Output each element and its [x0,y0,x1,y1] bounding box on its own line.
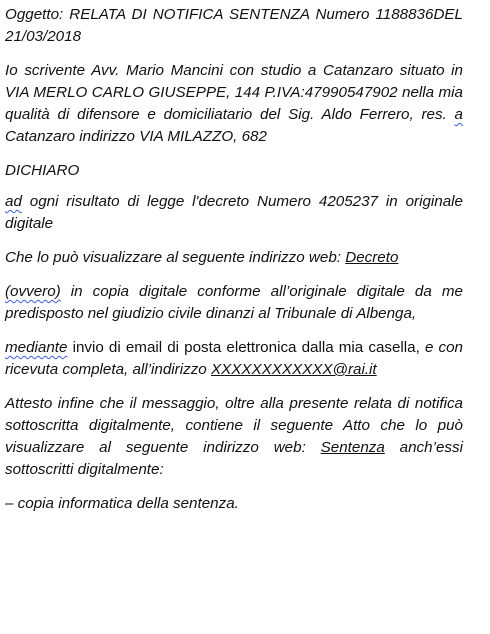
intro-text-b: Catanzaro indirizzo VIA MILAZZO, 682 [5,128,267,145]
web-paragraph-decreto [5,247,463,269]
subject-line: Oggetto: RELATA DI NOTIFICA SENTENZA Numero 1188836DEL 21/03/2018 [5,6,463,45]
spellcheck-word-ovvero: (ovvero) [5,283,61,300]
document-body [5,4,463,515]
spellcheck-word-mediante: mediante [5,339,68,356]
sentenza-link[interactable]: Sentenza [320,439,385,456]
email-address-link[interactable]: XXXXXXXXXXXX@rai.it [210,361,377,378]
email-paragraph [5,337,463,381]
web-text: Che lo può visualizzare al seguente indirizzo web: [5,249,346,266]
intro-text-a: Io scrivente Avv. Mario Mancini con studio a Catanzaro situato in VIA MERLO CARLO GIUSEPPE, 144 P.IVA:47990547902 nella mia qualità di difensore e domiciliatario del Sig. Aldo Ferrero, res. [5,62,463,123]
declare-heading: DICHIARO [5,162,80,179]
email-text: e con ricevuta completa, all’indirizzo [5,339,463,378]
decreto-link[interactable]: Decreto [345,249,399,266]
copy-paragraph [5,281,463,325]
attest-paragraph [5,393,463,481]
spellcheck-word-ad: ad [5,193,22,210]
result-paragraph [5,191,463,235]
attest-text: Attesto infine che il messaggio, oltre alla presente relata di notifica sottoscritta digitalmente, contiene il seguente Atto che lo può visualizzare al seguente indirizzo web: [5,395,463,456]
result-text: ogni risultato di legge l'decreto Numero 4205237 in originale digitale [5,193,463,232]
email-upright-text: invio di email di posta elettronica dalla mia casella, [67,339,420,356]
bullet-item: – copia informatica della sentenza. [5,495,239,512]
intro-paragraph [5,60,463,148]
spellcheck-word-a: a [454,106,463,123]
attest-tail: anch’essi sottoscritti digitalmente: [5,439,463,478]
copy-text: in copia digitale conforme all’originale digitale da me predisposto nel giudizio civile dinanzi al Tribunale di Albenga, [5,283,463,322]
